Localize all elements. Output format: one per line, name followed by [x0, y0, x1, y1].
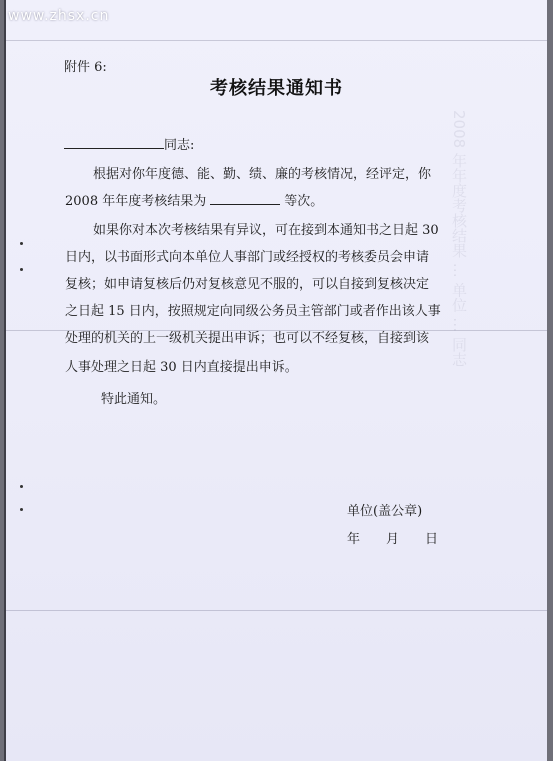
- page-title: 考核结果通知书: [210, 78, 343, 99]
- salutation: 同志:: [164, 138, 195, 153]
- result-prefix: 2008 年年度考核结果为: [65, 194, 207, 209]
- signature-date: 年 月 日: [347, 532, 439, 547]
- punch-hole-mark: [20, 268, 23, 271]
- para2-line6: 人事处理之日起 30 日内直接提出申诉。: [65, 360, 298, 375]
- signature-unit: 单位(盖公章): [347, 504, 423, 519]
- result-blank: [210, 192, 280, 205]
- punch-hole-mark: [20, 508, 23, 511]
- para2-line4: 之日起 15 日内，按照规定向同级公务员主管部门或者作出该人事: [65, 304, 441, 319]
- para2-line3: 复核；如申请复核后仍对复核意见不服的，可以自接到复核决定: [65, 277, 430, 292]
- salutation-line: [64, 134, 194, 153]
- watermark: www.zhsx.cn: [8, 8, 110, 24]
- para1-line2: [65, 190, 323, 209]
- punch-hole-mark: [20, 242, 23, 245]
- result-suffix: 等次。: [284, 194, 324, 209]
- punch-hole-mark: [20, 485, 23, 488]
- scan-line: [6, 40, 547, 41]
- para2-line2: 日内，以书面形式向本单位人事部门或经授权的考核委员会申请: [65, 250, 430, 265]
- para1-line1: 根据对你年度德、能、勤、绩、廉的考核情况，经评定，你: [93, 167, 432, 182]
- attachment-label: 附件 6:: [64, 60, 107, 75]
- bleed-through-text: 2008 年年度考核结果 … 单位 … 同志: [450, 110, 468, 368]
- para2-line5: 处理的机关的上一级机关提出申诉；也可以不经复核，自接到该: [65, 331, 430, 346]
- closing: 特此通知。: [101, 392, 167, 407]
- para2-line1: 如果你对本次考核结果有异议，可在接到本通知书之日起 30: [93, 223, 439, 238]
- name-blank: [64, 136, 164, 149]
